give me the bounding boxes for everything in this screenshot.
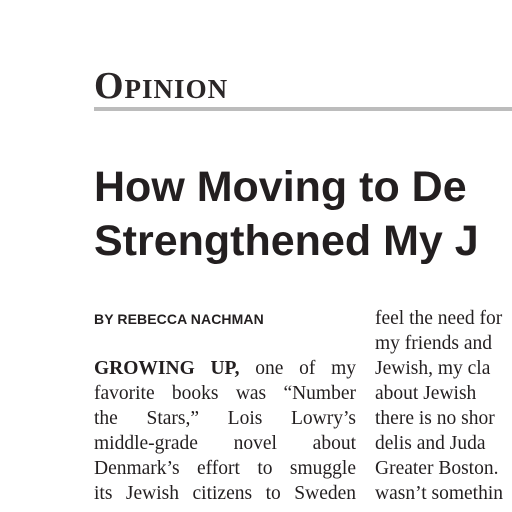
article-column-2 <box>375 306 512 506</box>
paragraph-line: about Jewish <box>375 383 477 404</box>
headline-line-1: How Moving to De <box>94 163 467 211</box>
lead-in-rest: one of my <box>255 358 356 379</box>
paragraph-line: there is no shor <box>375 408 495 429</box>
section-divider <box>94 107 512 111</box>
paragraph-line: delis and Juda <box>375 433 486 454</box>
lead-in: GROWING UP, <box>94 358 240 379</box>
paragraph-line: middle-grade novel about <box>94 433 356 454</box>
headline-line-2: Strengthened My J <box>94 217 479 265</box>
paragraph-line: my friends and <box>375 333 492 354</box>
paragraph-line <box>94 356 356 381</box>
article-column-1 <box>94 356 356 506</box>
paragraph-line: Denmark’s effort to smuggle <box>94 458 356 479</box>
paragraph-line: Jewish, my cla <box>375 358 491 379</box>
section-label: Opinion <box>94 65 229 107</box>
byline: BY REBECCA NACHMAN <box>94 311 264 327</box>
article-headline <box>94 160 512 268</box>
paragraph-line: wasn’t somethin <box>375 483 504 504</box>
paragraph-line: favorite books was “Number <box>94 383 356 404</box>
paragraph-line: Greater Boston. <box>375 458 499 479</box>
paragraph-line: feel the need for <box>375 308 503 329</box>
paragraph-line: the Stars,” Lois Lowry’s <box>94 408 356 429</box>
paragraph-line: its Jewish citizens to Sweden <box>94 483 356 504</box>
